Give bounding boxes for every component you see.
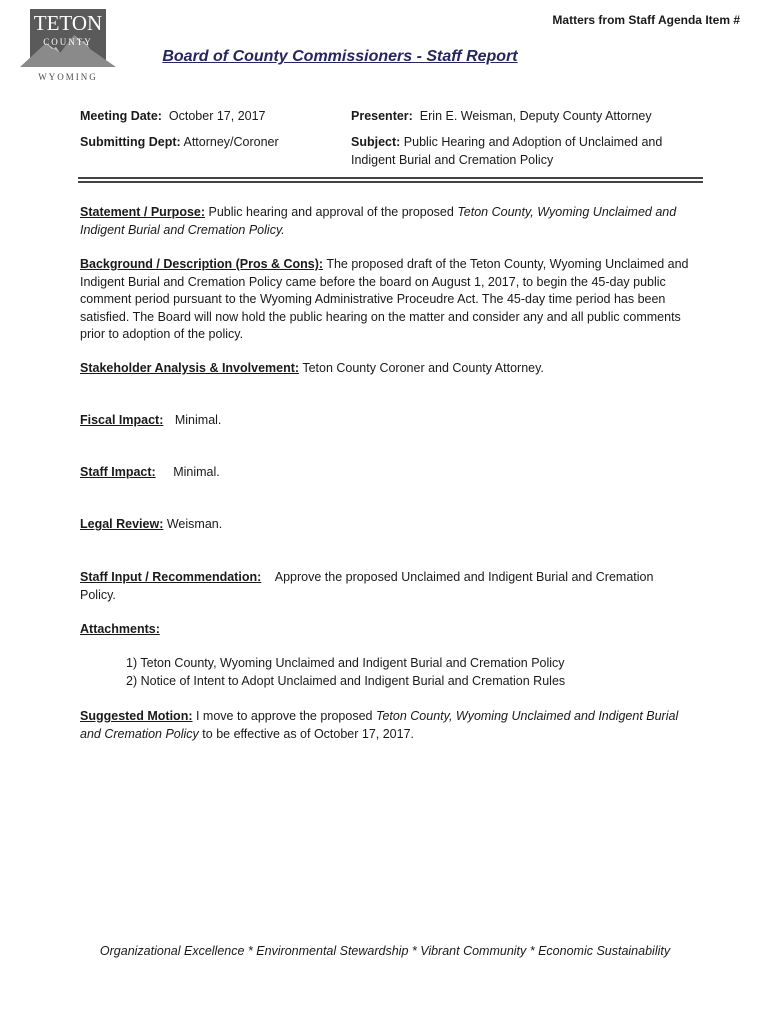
divider-top (78, 177, 703, 179)
dept-value: Attorney/Coroner (183, 135, 279, 149)
attachments-heading (80, 621, 705, 639)
logo-title: TETON (33, 11, 103, 35)
legal-review (80, 516, 705, 534)
stakeholder-analysis (80, 360, 705, 378)
meeting-date-value: October 17, 2017 (168, 109, 266, 123)
fiscal-text: Minimal. (174, 413, 222, 427)
list-item: 2) Notice of Intent to Adopt Unclaimed and Indigent Burial and Cremation Rules (126, 673, 566, 688)
presenter (351, 108, 652, 126)
staff-impact-label: Staff Impact: (80, 465, 156, 479)
motion-italic-1: Teton County, Wyoming Unclaimed and Indigent Burial (375, 709, 679, 723)
stakeholder-text: Teton County Coroner and County Attorney. (302, 361, 544, 375)
stakeholder-label: Stakeholder Analysis & Involvement: (80, 361, 300, 375)
statement-italic-2: Indigent Burial and Cremation Policy. (80, 222, 285, 237)
recommendation-text: Approve the proposed Unclaimed and Indigent Burial and Cremation (274, 570, 654, 584)
list-item: 1) Teton County, Wyoming Unclaimed and Indigent Burial and Cremation Policy (126, 656, 565, 670)
statement-italic-1: Teton County, Wyoming Unclaimed and (457, 205, 677, 219)
page-title-text: Board of County Commissioners - Staff Report (162, 48, 518, 65)
legal-label: Legal Review: (80, 517, 164, 531)
statement-label: Statement / Purpose: (80, 205, 206, 219)
attachments-label: Attachments: (80, 622, 160, 636)
background-line-3: comment period pursuant to the Wyoming Administrative Proceudre Act. The 45-day time period has been (80, 292, 666, 306)
background-label: Background / Description (Pros & Cons): (80, 257, 324, 271)
footer-tagline: Organizational Excellence * Environmental Stewardship * Vibrant Community * Economic Sustainability (99, 944, 671, 958)
background-line-1: The proposed draft of the Teton County, Wyoming Unclaimed and (326, 257, 689, 271)
staff-recommendation (80, 569, 705, 604)
logo-state: WYOMING (38, 72, 98, 82)
presenter-value: Erin E. Weisman, Deputy County Attorney (419, 109, 652, 123)
meeting-date-label: Meeting Date: (80, 109, 162, 123)
background-line-4: satisfied. The Board will now hold the public hearing on the matter and consider any and all public comments (80, 309, 681, 324)
suggested-motion (80, 708, 705, 743)
subject-line-1: Public Hearing and Adoption of Unclaimed and (403, 135, 663, 149)
dept-label: Submitting Dept: (80, 135, 181, 149)
recommendation-label: Staff Input / Recommendation: (80, 570, 262, 584)
staff-impact-text: Minimal. (173, 465, 220, 479)
background-line-5: prior to adoption of the policy. (80, 327, 244, 341)
attachments-list (126, 655, 706, 690)
statement-text: Public hearing and approval of the proposed (208, 205, 454, 219)
subject (351, 134, 711, 169)
motion-text: I move to approve the proposed (195, 709, 373, 723)
recommendation-line-2: Policy. (80, 587, 116, 602)
logo-subtitle: COUNTY (43, 37, 93, 47)
submitting-dept (80, 134, 279, 152)
agenda-item-label: Matters from Staff Agenda Item # (552, 13, 740, 27)
presenter-label: Presenter: (351, 109, 413, 123)
legal-text: Weisman. (166, 517, 223, 531)
motion-italic-2: and Cremation Policy (80, 726, 199, 741)
teton-county-logo (20, 9, 116, 83)
fiscal-impact (80, 412, 705, 430)
motion-label: Suggested Motion: (80, 709, 193, 723)
subject-label: Subject: (351, 135, 401, 149)
divider-bottom (78, 181, 703, 183)
background-description (80, 256, 705, 344)
page-title (0, 48, 680, 66)
meeting-date (80, 108, 266, 126)
background-line-2: Indigent Burial and Cremation Policy came before the board on August 1, 2017, to begin the 45-day public (80, 274, 666, 289)
motion-tail: to be effective as of October 17, 2017. (202, 726, 415, 741)
statement-purpose (80, 204, 705, 239)
fiscal-label: Fiscal Impact: (80, 413, 164, 427)
staff-impact (80, 464, 705, 482)
subject-line-2: Indigent Burial and Cremation Policy (351, 152, 554, 167)
